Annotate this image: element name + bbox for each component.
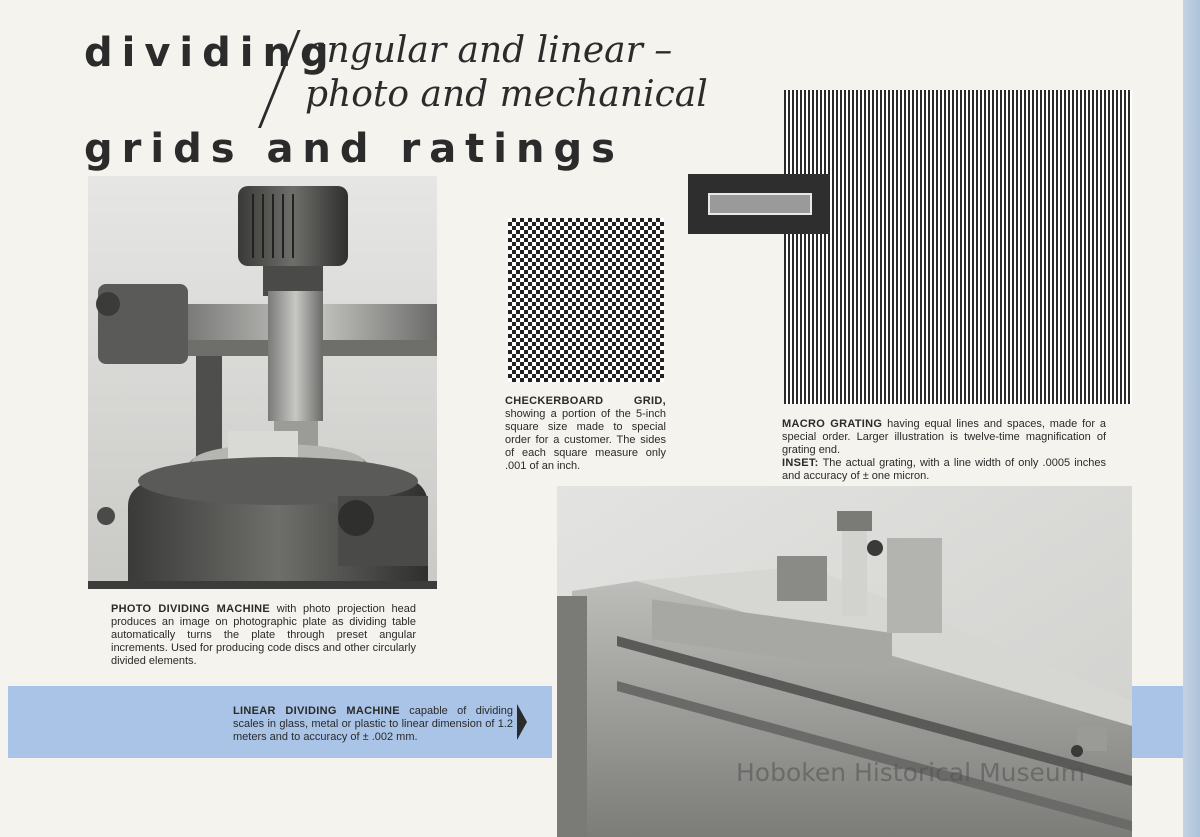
photo-dividing-machine-image bbox=[88, 176, 437, 589]
macro-grating-text: having equal lines and spaces, made for a special order. Larger illustration is twelve-time magnification of grating end. bbox=[782, 418, 1107, 456]
arrow-right-icon bbox=[517, 704, 527, 740]
headline-grids: grids and ratings bbox=[84, 126, 624, 172]
inset-text: The actual grating, with a line width of only .0005 inches and accuracy of ± one micron. bbox=[782, 457, 1107, 482]
checkerboard-text: showing a portion of the 5-inch square size made to special order for a customer. The sides of each square measure only .001 of an inch. bbox=[505, 408, 666, 472]
checkerboard-grid-image bbox=[508, 218, 664, 382]
linear-dividing-text: capable of dividing scales in glass, metal or plastic to linear dimension of 1.2 meters and to accuracy of ± .002 mm. bbox=[233, 705, 514, 743]
photo-dividing-text: with photo projection head produces an image on photographic plate as dividing table automatically turns the plate through preset angular increments. Used for producing code discs and other circularly divided elements. bbox=[111, 603, 416, 667]
linear-dividing-title: LINEAR DIVIDING MACHINE bbox=[233, 705, 400, 717]
headline-italic-2: photo and mechanical bbox=[305, 74, 708, 115]
headline-dividing: dividing bbox=[84, 30, 338, 76]
headline-italic-1: angular and linear – bbox=[305, 30, 673, 71]
checkerboard-caption bbox=[505, 395, 666, 473]
photo-dividing-title: PHOTO DIVIDING MACHINE bbox=[111, 603, 271, 615]
photo-dividing-machine-drawing bbox=[88, 176, 437, 589]
accent-band-right bbox=[1132, 686, 1183, 758]
macro-grating-caption bbox=[782, 418, 1106, 483]
photo-dividing-caption bbox=[111, 603, 416, 668]
watermark: Hoboken Historical Museum bbox=[736, 758, 1086, 787]
checkerboard-title: CHECKERBOARD GRID, bbox=[505, 395, 666, 407]
inset-title: INSET: bbox=[782, 457, 819, 469]
macro-grating-title: MACRO GRATING bbox=[782, 418, 883, 430]
linear-dividing-caption bbox=[233, 705, 513, 744]
page-edge-tint bbox=[1183, 0, 1200, 837]
grating-inset-image bbox=[708, 193, 812, 215]
macro-grating-image bbox=[784, 90, 1132, 404]
